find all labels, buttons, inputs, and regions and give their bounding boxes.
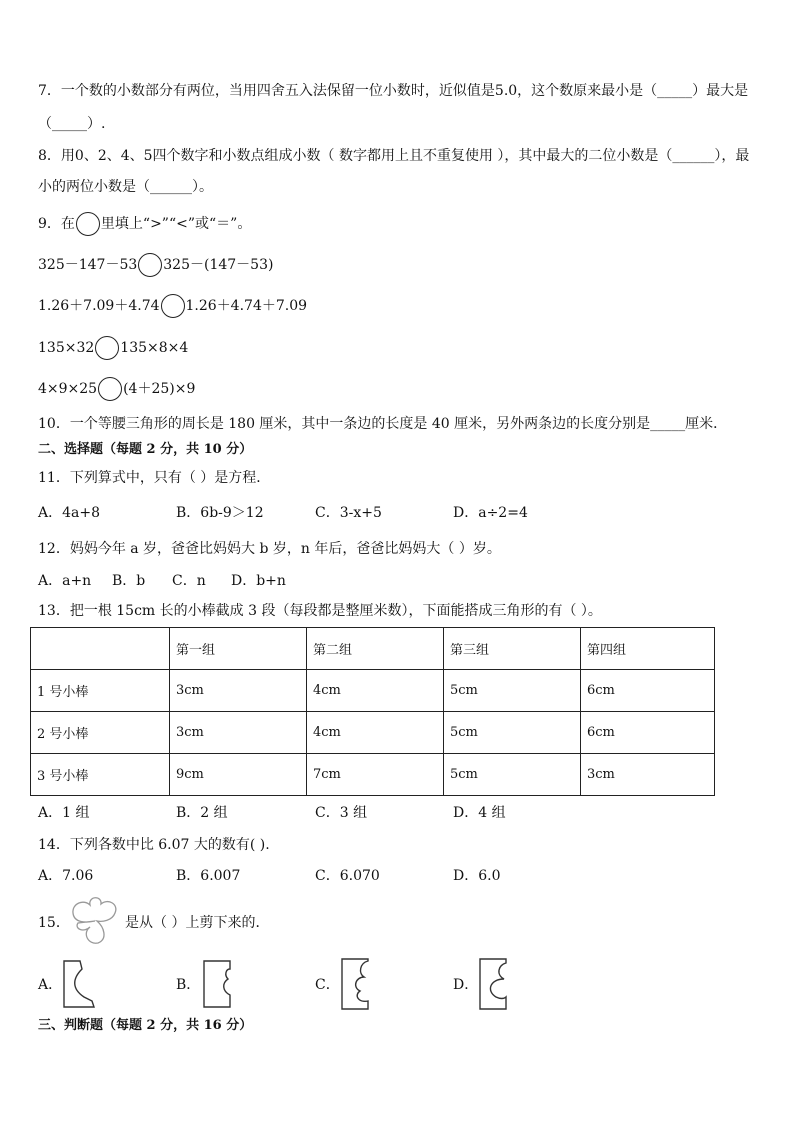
answer-circle[interactable] bbox=[161, 294, 185, 318]
q15-stem: 是从（ ）上剪下来的． bbox=[125, 915, 270, 931]
q9-row-4 bbox=[38, 377, 195, 401]
q8-line1: 8．用0、2、4、5四个数字和小数点组成小数（ 数字都用上且不重复使用 ），其中最大的二位小数是（______），最 bbox=[38, 148, 750, 164]
paper-cut-b-icon[interactable] bbox=[200, 959, 236, 1009]
q13-stem: 13．把一根 15cm 长的小棒截成 3 段（每段都是整厘米数），下面能搭成三角形的有（ ）。 bbox=[38, 603, 602, 619]
q15-option-b-label[interactable]: B． bbox=[176, 977, 201, 993]
answer-circle[interactable] bbox=[138, 253, 162, 277]
q7-line1: 7．一个数的小数部分有两位，当用四舍五入法保留一位小数时，近似值是5.0，这个数原来最小是（_____）最大是 bbox=[38, 83, 749, 99]
table-cell: 6cm bbox=[581, 670, 715, 712]
q9-suffix: 里填上“>”“<”或“＝”。 bbox=[100, 216, 252, 232]
table-cell: 4cm bbox=[307, 670, 444, 712]
q9-row-1 bbox=[38, 253, 273, 277]
table-header-cell: 第一组 bbox=[170, 628, 307, 670]
q13-option-c[interactable]: C．3 组 bbox=[315, 805, 368, 821]
table-cell: 2 号小棒 bbox=[31, 712, 170, 754]
table-cell: 4cm bbox=[307, 712, 444, 754]
paper-cut-d-icon[interactable] bbox=[476, 957, 512, 1011]
q15-number: 15． bbox=[38, 915, 70, 931]
answer-circle[interactable] bbox=[98, 377, 122, 401]
q9-row-2 bbox=[38, 294, 307, 318]
q11-option-c[interactable]: C．3-x+5 bbox=[315, 505, 382, 521]
q15-option-a-label[interactable]: A． bbox=[38, 977, 63, 993]
q9-row-2-left: 1.26＋7.09＋4.74 bbox=[38, 298, 160, 314]
answer-circle[interactable] bbox=[76, 212, 100, 236]
q13-option-a[interactable]: A．1 组 bbox=[38, 805, 90, 821]
answer-circle[interactable] bbox=[95, 336, 119, 360]
table-header-cell: 第二组 bbox=[307, 628, 444, 670]
q11-option-a[interactable]: A．4a+8 bbox=[38, 505, 101, 521]
table-row bbox=[31, 670, 715, 712]
table-header-cell: 第三组 bbox=[444, 628, 581, 670]
paper-cut-c-icon[interactable] bbox=[338, 957, 374, 1011]
table-cell: 7cm bbox=[307, 754, 444, 796]
paper-flower-icon bbox=[68, 893, 122, 947]
section-2-heading: 二、选择题（每题 2 分，共 10 分） bbox=[38, 442, 253, 457]
table-row bbox=[31, 712, 715, 754]
paper-cut-a-icon[interactable] bbox=[62, 959, 98, 1009]
table-cell: 5cm bbox=[444, 754, 581, 796]
table-cell: 5cm bbox=[444, 670, 581, 712]
q15-option-d-label[interactable]: D． bbox=[453, 977, 479, 993]
q14-option-a[interactable]: A．7.06 bbox=[38, 868, 94, 884]
q12-option-c[interactable]: C．n bbox=[172, 573, 206, 589]
q11-option-b[interactable]: B．6b-9＞12 bbox=[176, 505, 264, 521]
table-cell: 5cm bbox=[444, 712, 581, 754]
q9-row-2-right: 1.26＋4.74＋7.09 bbox=[185, 298, 308, 314]
q8-line2: 小的两位小数是（______）。 bbox=[38, 179, 213, 195]
q14-option-c[interactable]: C．6.070 bbox=[315, 868, 380, 884]
table-cell: 3cm bbox=[170, 712, 307, 754]
q12-option-d[interactable]: D．b+n bbox=[231, 573, 286, 589]
q7-line2: （_____）. bbox=[38, 116, 106, 132]
section-3-heading: 三、判断题（每题 2 分，共 16 分） bbox=[38, 1018, 253, 1033]
q12-option-b[interactable]: B．b bbox=[112, 573, 146, 589]
table-header-cell bbox=[31, 628, 170, 670]
table-row bbox=[31, 754, 715, 796]
q12-stem: 12．妈妈今年 a 岁，爸爸比妈妈大 b 岁，n 年后，爸爸比妈妈大（ ）岁。 bbox=[38, 541, 501, 557]
q9-row-4-right: (4＋25)×9 bbox=[123, 381, 196, 397]
table-cell: 3cm bbox=[581, 754, 715, 796]
q13-option-b[interactable]: B．2 组 bbox=[176, 805, 228, 821]
q11-option-d[interactable]: D．a÷2=4 bbox=[453, 505, 528, 521]
q9-row-3-right: 135×8×4 bbox=[120, 340, 189, 356]
table-header-row bbox=[31, 628, 715, 670]
sticks-table bbox=[30, 627, 715, 796]
table-header-cell: 第四组 bbox=[581, 628, 715, 670]
table-cell: 3cm bbox=[170, 670, 307, 712]
table-cell: 9cm bbox=[170, 754, 307, 796]
q9-stem bbox=[38, 212, 251, 236]
q9-prefix: 9．在 bbox=[38, 216, 75, 232]
q15-option-c-label[interactable]: C． bbox=[315, 977, 340, 993]
q9-row-4-left: 4×9×25 bbox=[38, 381, 98, 397]
table-cell: 1 号小棒 bbox=[31, 670, 170, 712]
q9-row-1-left: 325－147－53 bbox=[38, 257, 138, 273]
q9-row-3-left: 135×32 bbox=[38, 340, 95, 356]
q10: 10．一个等腰三角形的周长是 180 厘米，其中一条边的长度是 40 厘米，另外两条边的长度分别是_____厘米． bbox=[38, 416, 728, 432]
q14-option-b[interactable]: B．6.007 bbox=[176, 868, 241, 884]
q12-option-a[interactable]: A．a+n bbox=[38, 573, 92, 589]
q11-stem: 11．下列算式中，只有（ ）是方程． bbox=[38, 470, 271, 486]
table-cell: 3 号小棒 bbox=[31, 754, 170, 796]
q9-row-1-right: 325－(147－53) bbox=[163, 257, 274, 273]
q14-stem: 14．下列各数中比 6.07 大的数有( ). bbox=[38, 837, 270, 853]
q14-option-d[interactable]: D．6.0 bbox=[453, 868, 501, 884]
q9-row-3 bbox=[38, 336, 188, 360]
q13-option-d[interactable]: D．4 组 bbox=[453, 805, 506, 821]
table-cell: 6cm bbox=[581, 712, 715, 754]
